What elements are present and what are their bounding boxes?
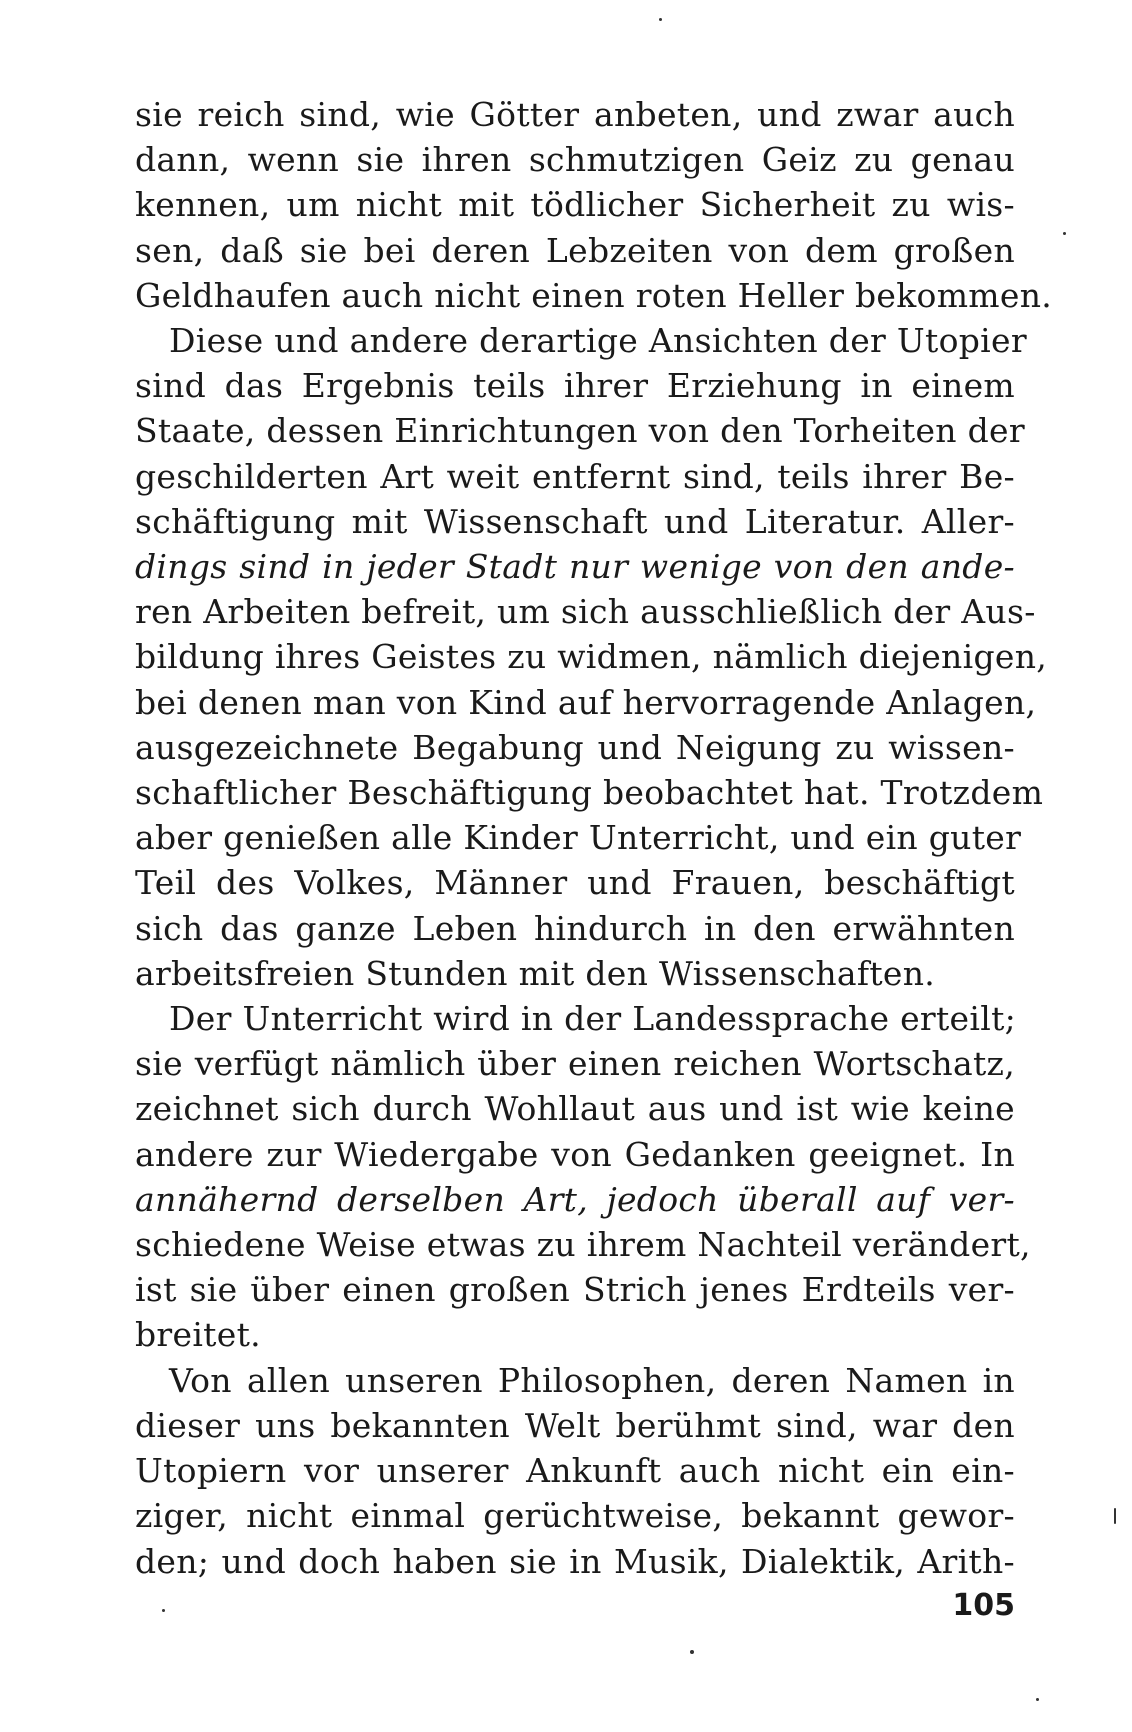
body-text — [135, 92, 1053, 1584]
text-line: sich das ganze Leben hindurch in den erwähnten — [135, 908, 1015, 948]
text-line: Der Unterricht wird in der Landessprache erteilt; — [169, 999, 1017, 1039]
text-line: sind das Ergebnis teils ihrer Erziehung in einem — [135, 366, 1015, 406]
scan-speck — [659, 18, 662, 21]
text-line: ren Arbeiten befreit, um sich ausschließlich der Aus- — [135, 592, 1036, 632]
scan-speck — [1063, 232, 1066, 235]
text-line: arbeitsfreien Stunden mit den Wissenschaften. — [135, 953, 936, 993]
text-line: dieser uns bekannten Welt berühmt sind, war den — [135, 1405, 1015, 1445]
text-line: annähernd derselben Art, jedoch überall auf ver- — [135, 1179, 1015, 1219]
scan-speck — [690, 1650, 694, 1654]
text-line: Staate, dessen Einrichtungen von den Torheiten der — [135, 411, 1025, 451]
text-line: Teil des Volkes, Männer und Frauen, beschäftigt — [135, 863, 1015, 903]
text-line: sie verfügt nämlich über einen reichen Wortschatz, — [135, 1044, 1015, 1084]
text-line: aber genießen alle Kinder Unterricht, und ein guter — [135, 818, 1022, 858]
text-line: andere zur Wiedergabe von Gedanken geeignet. In — [135, 1134, 1015, 1174]
text-line: den; und doch haben sie in Musik, Dialektik, Arith- — [135, 1541, 1015, 1581]
text-line: Von allen unseren Philosophen, deren Namen in — [169, 1360, 1015, 1400]
text-line: Utopiern vor unserer Ankunft auch nicht ein ein- — [135, 1451, 1015, 1491]
text-line: schiedene Weise etwas zu ihrem Nachteil verändert, — [135, 1225, 1031, 1265]
text-line: schaftlicher Beschäftigung beobachtet hat. Trotzdem — [135, 773, 1044, 813]
scan-speck — [1036, 1698, 1039, 1701]
text-line: ist sie über einen großen Strich jenes Erdteils ver- — [135, 1270, 1015, 1310]
text-line: dings sind in jeder Stadt nur wenige von den ande- — [135, 547, 1015, 587]
text-line: bei denen man von Kind auf hervorragende Anlagen, — [135, 682, 1037, 722]
text-line: sie reich sind, wie Götter anbeten, und zwar auch — [135, 95, 1015, 134]
page-number: 105 — [952, 1588, 1015, 1623]
text-line: Geldhaufen auch nicht einen roten Heller bekommen. — [135, 275, 1053, 315]
text-line: sen, daß sie bei deren Lebzeiten von dem großen — [135, 230, 1015, 270]
text-line: bildung ihres Geistes zu widmen, nämlich diejenigen, — [135, 637, 1048, 677]
text-line: schäftigung mit Wissenschaft und Literatur. Aller- — [135, 501, 1015, 541]
scan-speck — [162, 1609, 165, 1612]
text-line: ziger, nicht einmal gerüchtweise, bekannt gewor- — [135, 1496, 1015, 1536]
text-line: geschilderten Art weit entfernt sind, teils ihrer Be- — [135, 456, 1015, 496]
text-line: breitet. — [135, 1315, 261, 1355]
text-line: Diese und andere derartige Ansichten der Utopier — [169, 321, 1027, 361]
text-line: zeichnet sich durch Wohllaut aus und ist wie keine — [135, 1089, 1015, 1129]
scan-speck — [1114, 1508, 1116, 1524]
text-line: dann, wenn sie ihren schmutzigen Geiz zu genau — [135, 140, 1015, 180]
text-line: ausgezeichnete Begabung und Neigung zu wissen- — [135, 727, 1015, 767]
text-line: kennen, um nicht mit tödlicher Sicherheit zu wis- — [135, 185, 1015, 225]
